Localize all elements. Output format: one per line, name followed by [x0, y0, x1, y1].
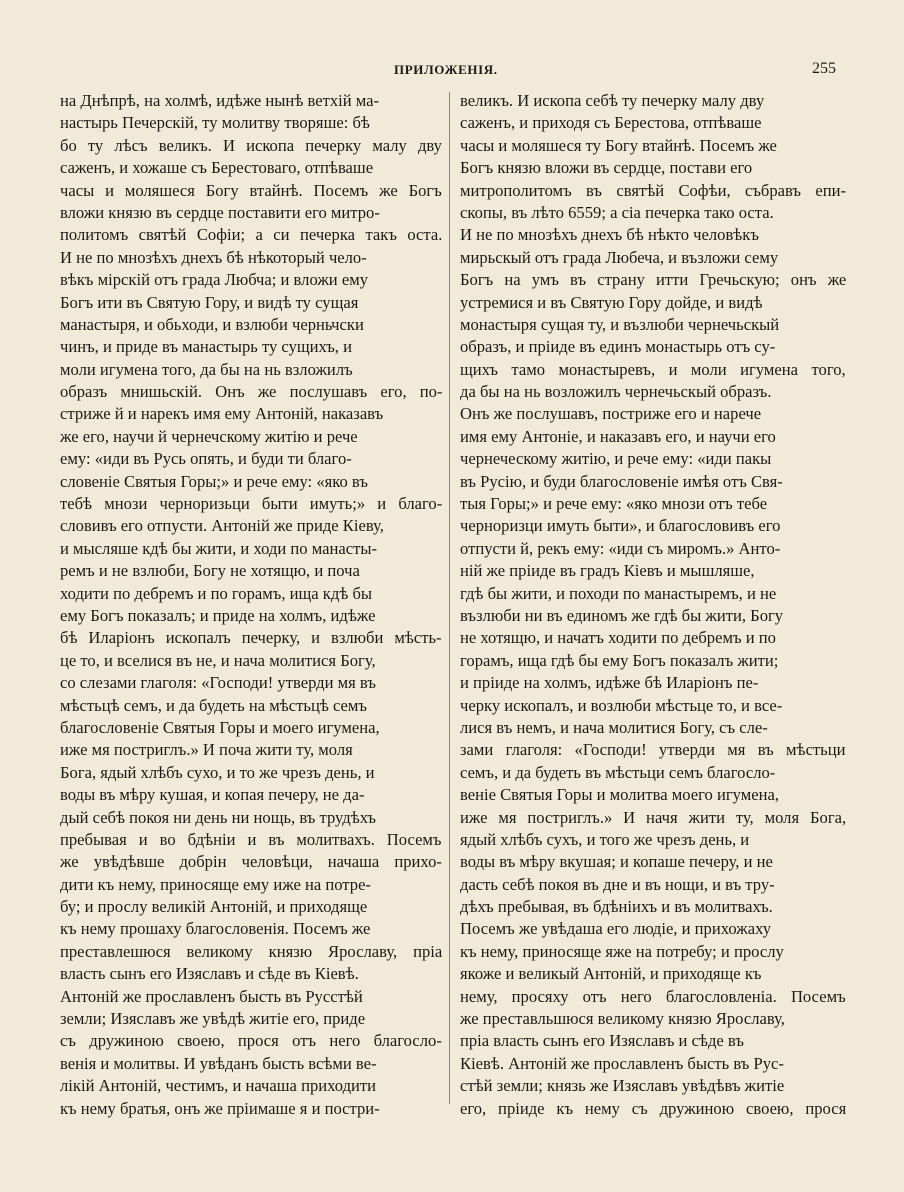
text-line: ходити по дебремъ и по горамъ, ища кдѣ бы [60, 583, 373, 603]
text-line: дѣхъ пребывая, въ бдѣніихъ и въ молитвахъ. [460, 897, 773, 917]
text-line: нему, просяху отъ него благословленіа. Посемъ [460, 986, 846, 1006]
text-line: устремися и въ Святую Гору дойде, и видѣ [460, 292, 763, 312]
text-line: стѣй земли; князь же Изяславъ увѣдѣвъ житіе [460, 1076, 785, 1096]
text-line: земли; Изяславъ же увѣдѣ житіе его, приде [60, 1009, 366, 1029]
text-line: ему Богъ показалъ; и приде на холмъ, идѣже [60, 605, 376, 625]
text-line: бу; и прослу великій Антоній, и приходяще [60, 897, 368, 917]
text-line: на Днѣпрѣ, на холмѣ, идѣже нынѣ ветхій ма- [60, 91, 380, 110]
text-line: политомъ святѣй Софіи; а си печерка такъ оста. [60, 225, 442, 245]
text-line: часы и моляшеся ту Богу втайнѣ. Посемъ же [460, 135, 777, 155]
text-line: же увѣдѣвше добрін человѣци, начаша прихо- [60, 852, 442, 872]
text-line: бо ту лѣсъ великъ. И ископа печерку малу дву [60, 135, 442, 155]
text-line: съ дружиною своею, прося отъ него благосло- [60, 1031, 442, 1051]
running-header-title: ПРИЛОЖЕНІЯ. [394, 62, 498, 77]
text-line: възлюби ни въ единомъ же гдѣ бы жити, Богу [460, 605, 784, 625]
text-line: мирьскый отъ града Любеча, и възложи сему [460, 247, 779, 267]
text-line: со слезами глаголя: «Господи! утверди мя въ [60, 673, 376, 693]
text-line: да бы на нь возложилъ чернечьскый образъ. [460, 382, 772, 402]
text-line: образъ мнишьскій. Онъ же послушавъ его, по- [60, 382, 442, 402]
text-line: вѣкъ мірскій отъ града Любча; и вложи ему [60, 270, 368, 290]
text-line: же преставльшюся великому князю Ярославу, [460, 1009, 785, 1029]
text-line: семъ, и да будеть въ мѣстьци семъ благосло- [460, 762, 776, 782]
text-line: Богъ ити въ Святую Гору, и видѣ ту сущая [60, 292, 359, 312]
page-number: 255 [812, 60, 836, 77]
text-line: веніе Святыя Горы и молитва моего игумена, [460, 785, 780, 805]
text-line: благословеніе Святыя Горы и моего игумена, [60, 717, 380, 737]
text-line: воды въ мѣру кушая, и копая печеру, не да- [60, 785, 365, 805]
text-line: настырь Печерскій, ту молитву творяше: бѣ [60, 113, 370, 133]
text-line: Бога, ядый хлѣбъ сухо, и то же чрезъ день, и [60, 762, 375, 782]
text-line: чинъ, и приде въ манастырь ту сущихъ, и [60, 337, 352, 357]
text-line: часы и моляшеся Богу втайнѣ. Посемъ же Богъ [60, 180, 442, 200]
text-line: венія и молитвы. И увѣданъ бысть всѣми ве- [60, 1053, 377, 1073]
text-line: якоже и великый Антоній, и приходяще къ [460, 964, 762, 984]
text-line: ній же пріиде въ градъ Кіевъ и мышляше, [460, 561, 755, 581]
text-line: гдѣ бы жити, и походи по манастыремъ, и не [460, 583, 777, 603]
text-line: дый себѣ покоя ни день ни нощь, въ трудѣхъ [60, 807, 376, 827]
text-line: ему: «иди въ Русь опять, и буди ти благо- [60, 449, 352, 469]
text-line: имя ему Антоніе, и наказавъ его, и научи его [460, 426, 776, 446]
text-line: ремъ и не взлюби, Богу не хотящю, и поча [60, 561, 360, 581]
text-line: иже мя постриглъ.» И начя жити ту, моля Бога, [460, 807, 846, 827]
text-line: тебѣ мнози черноризьци быти имуть;» и благо- [60, 494, 442, 514]
text-line: стриже й и нарекъ имя ему Антоній, наказавъ [60, 404, 384, 424]
text-line: монастыря сущая ту, и възлюби чернечьскый [460, 314, 780, 334]
text-line: словивъ его отпусти. Антоній же приде Кіеву, [60, 516, 384, 536]
text-line: моли игумена того, да бы на нь взложилъ [60, 359, 353, 379]
text-line: и пріиде на холмъ, идѣже бѣ Иларіонъ пе- [460, 673, 759, 693]
text-line: скопы, въ лѣто 6559; а сіа печерка тако оста. [460, 202, 774, 222]
text-line: вложи князю въ сердце поставити его митро- [60, 202, 380, 222]
text-line: черку ископалъ, и возлюби мѣстьце то, и все- [460, 695, 783, 715]
text-line: пребывая и во бдѣніи и въ молитвахъ. Посемъ [60, 829, 442, 849]
text-line: лися въ немъ, и нача молитися Богу, съ сле- [460, 717, 768, 737]
text-line: воды въ мѣру вкушая; и копаше печеру, и не [460, 852, 773, 872]
text-line: образъ, и пріиде въ единъ монастырь отъ су- [460, 337, 776, 357]
text-line: власть сынъ его Изяславъ и сѣде въ Кіевѣ. [60, 964, 359, 984]
text-line: Кіевѣ. Антоній же прославленъ бысть въ Рус- [460, 1053, 784, 1073]
text-line: къ нему прошаху благословенія. Посемъ же [60, 919, 371, 939]
text-line: Посемъ же увѣдаша его людіе, и прихожаху [460, 919, 772, 939]
text-line: саженъ, и приходя съ Берестова, отпѣваше [460, 113, 762, 133]
text-line: преставлешюся великому князю Ярославу, пріа [60, 941, 442, 961]
text-line: иже мя постриглъ.» И поча жити ту, моля [60, 740, 353, 760]
right-text-column [460, 90, 846, 1120]
text-line: мѣстьцѣ семъ, и да будеть на мѣстьцѣ семъ [60, 695, 368, 715]
text-line: саженъ, и хожаше съ Берестоваго, отпѣваше [60, 158, 374, 178]
text-line: къ нему братья, онъ же пріимаше я и постри- [60, 1098, 380, 1118]
text-line: ядый хлѣбъ сухъ, и того же чрезъ день, и [460, 829, 750, 849]
text-line: Богъ князю вложи въ сердце, постави его [460, 158, 753, 178]
column-divider [449, 92, 450, 1104]
text-line: чернеческому житію, и рече ему: «иди пакы [460, 449, 772, 469]
text-line: лікій Антоній, честимъ, и начаша приходити [60, 1076, 377, 1096]
text-line: его, пріиде къ нему съ дружиною своею, прося [460, 1098, 846, 1118]
text-line: великъ. И ископа себѣ ту печерку малу дву [460, 91, 765, 110]
text-line: горамъ, ища гдѣ бы ему Богъ показалъ жити; [460, 650, 779, 670]
text-line: И не по мнозѣхъ днехъ бѣ нѣкто человѣкъ [460, 225, 759, 245]
text-line: Антоній же прославленъ бысть въ Русстѣй [60, 986, 363, 1006]
text-line: не хотящю, и начатъ ходити по дебремъ и по [460, 628, 776, 648]
text-line: дасть себѣ покоя въ дне и въ нощи, и въ тру- [460, 874, 775, 894]
text-line: же его, научи й чернечскому житію и рече [60, 426, 358, 446]
text-line: це то, и вселися въ не, и нача молитися Богу, [60, 650, 376, 670]
text-line: Богъ на умъ въ страну итти Гречьскую; онъ же [460, 270, 846, 290]
left-text-column [60, 90, 442, 1120]
text-line: Онъ же послушавъ, постриже его и нарече [460, 404, 762, 424]
text-line: щихъ тамо монастыревъ, и моли игумена того, [460, 359, 846, 379]
text-line: словеніе Святыя Горы;» и рече ему: «яко въ [60, 471, 368, 491]
text-line: и мысляше кдѣ бы жити, и ходи по манасты- [60, 538, 378, 558]
text-line: къ нему, приносяще яже на потребу; и прослу [460, 941, 784, 961]
text-line: дити къ нему, приносяще ему иже на потре- [60, 874, 371, 894]
text-line: отпусти й, рекъ ему: «иди съ миромъ.» Анто- [460, 538, 781, 558]
text-line: пріа власть сынъ его Изяславъ и сѣде въ [460, 1031, 744, 1051]
text-line: тыя Горы;» и рече ему: «яко мнози отъ тебе [460, 494, 768, 514]
text-line: манастыря, и обьходи, и взлюби черньчски [60, 314, 364, 334]
text-line: бѣ Иларіонъ ископалъ печерку, и взлюби мѣсть- [60, 628, 442, 648]
text-line: черноризци имуть быти», и благословивъ его [460, 516, 781, 536]
text-line: И не по мнозѣхъ днехъ бѣ нѣкоторый чело- [60, 247, 367, 267]
text-line: митрополитомъ въ святѣй Софѣи, събравъ епи- [460, 180, 846, 200]
text-line: въ Русію, и буди благословеніе имѣя отъ Свя- [460, 471, 783, 491]
text-line: зами глаголя: «Господи! утверди мя въ мѣстьци [460, 740, 846, 760]
